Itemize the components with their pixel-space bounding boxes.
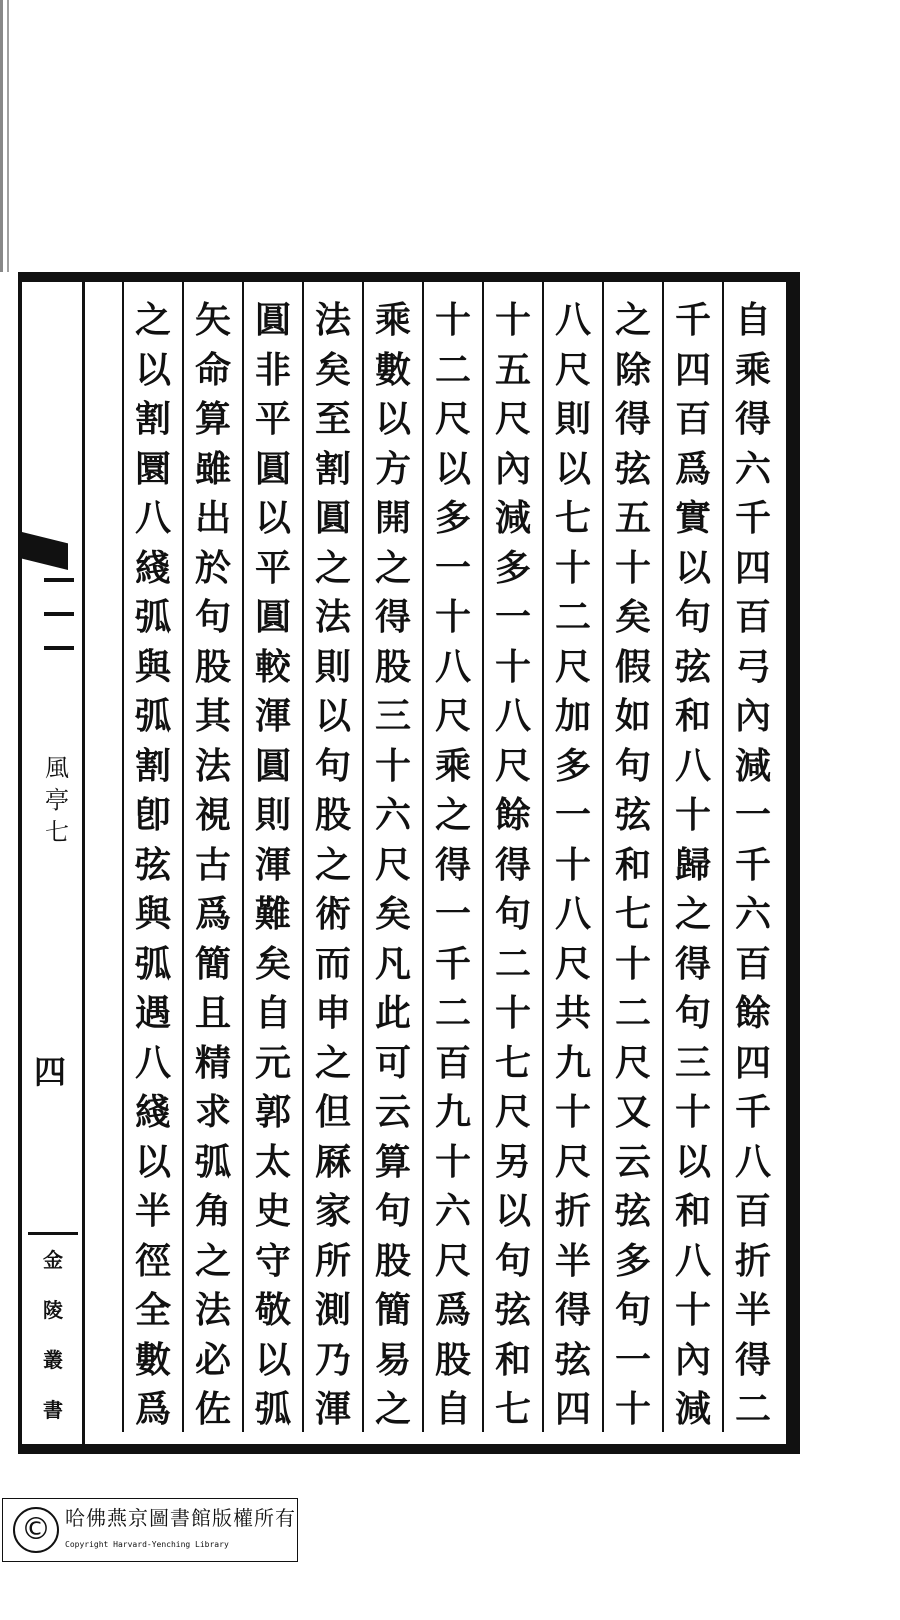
character: 弓 xyxy=(734,645,771,688)
character: 弧 xyxy=(134,695,171,737)
character: 難 xyxy=(254,893,291,935)
character: 爲 xyxy=(194,893,231,935)
copyright-stamp xyxy=(2,1498,298,1562)
character: 千 xyxy=(434,942,471,985)
character: 八 xyxy=(134,1041,171,1084)
character: 出 xyxy=(194,497,231,539)
character: 百 xyxy=(734,1190,771,1232)
character: 和 xyxy=(674,1190,711,1232)
character: 二 xyxy=(614,992,651,1034)
character: 之 xyxy=(374,546,411,589)
character: 之 xyxy=(374,1388,411,1430)
character: 之 xyxy=(614,299,651,341)
character: 千 xyxy=(734,843,771,886)
character: 爲 xyxy=(674,447,711,490)
character: 四 xyxy=(734,546,771,589)
character: 共 xyxy=(554,992,591,1034)
character: 內 xyxy=(494,447,531,490)
character: 綫 xyxy=(134,1091,171,1133)
character: 矣 xyxy=(254,942,291,985)
character: 千 xyxy=(674,299,711,341)
character: 之 xyxy=(674,893,711,935)
character: 股 xyxy=(194,645,231,688)
character: 卽 xyxy=(134,794,171,836)
character: 十 xyxy=(374,744,411,787)
character: 徑 xyxy=(134,1239,171,1282)
character: 內 xyxy=(674,1338,711,1381)
character: 史 xyxy=(254,1190,291,1232)
character: 得 xyxy=(674,942,711,985)
character: 渾 xyxy=(254,695,291,737)
character: 守 xyxy=(254,1239,291,1282)
character: 渾 xyxy=(254,843,291,886)
character: 申 xyxy=(314,992,351,1034)
character: 但 xyxy=(314,1091,351,1133)
character: 半 xyxy=(554,1239,591,1282)
character: 太 xyxy=(254,1140,291,1183)
character: 自 xyxy=(254,992,291,1034)
character: 以 xyxy=(134,348,171,391)
press-char: 陵 xyxy=(43,1298,63,1322)
character: 五 xyxy=(614,497,651,539)
character: 精 xyxy=(194,1041,231,1084)
character: 求 xyxy=(194,1091,231,1133)
character: 百 xyxy=(674,398,711,440)
character: 以 xyxy=(134,1140,171,1183)
character: 股 xyxy=(314,794,351,836)
character: 十 xyxy=(434,596,471,638)
character: 云 xyxy=(374,1091,411,1133)
character: 爲 xyxy=(134,1388,171,1430)
character: 弦 xyxy=(554,1338,591,1381)
character: 內 xyxy=(734,695,771,737)
character: 句 xyxy=(614,1289,651,1331)
character: 折 xyxy=(554,1190,591,1232)
character: 視 xyxy=(194,794,231,836)
character: 減 xyxy=(674,1388,711,1430)
character: 雖 xyxy=(194,447,231,490)
character: 尺 xyxy=(614,1041,651,1084)
character: 半 xyxy=(734,1289,771,1331)
press-char: 書 xyxy=(43,1398,63,1422)
character: 多 xyxy=(614,1239,651,1282)
character: 十 xyxy=(614,1388,651,1430)
press-char: 金 xyxy=(43,1248,63,1272)
character: 百 xyxy=(734,942,771,985)
character: 句 xyxy=(494,1239,531,1282)
side-title: 風亭七 xyxy=(45,754,69,846)
character: 一 xyxy=(614,1338,651,1381)
text-column xyxy=(182,282,242,1432)
character: 渾 xyxy=(314,1388,351,1430)
character: 句 xyxy=(674,992,711,1034)
character: 百 xyxy=(434,1041,471,1084)
character: 得 xyxy=(614,398,651,440)
character: 敬 xyxy=(254,1289,291,1331)
character: 以 xyxy=(374,398,411,440)
character: 八 xyxy=(674,1239,711,1282)
character: 法 xyxy=(314,596,351,638)
character: 元 xyxy=(254,1041,291,1084)
character: 得 xyxy=(734,398,771,440)
character: 一 xyxy=(434,893,471,935)
character: 十 xyxy=(674,1289,711,1331)
character: 另 xyxy=(494,1140,531,1183)
character: 十 xyxy=(674,794,711,836)
character: 遇 xyxy=(134,992,171,1034)
text-column xyxy=(602,282,662,1432)
character: 十 xyxy=(494,645,531,688)
character: 之 xyxy=(134,299,171,341)
character: 弧 xyxy=(134,942,171,985)
character: 八 xyxy=(434,645,471,688)
character: 七 xyxy=(494,1388,531,1430)
character: 家 xyxy=(314,1190,351,1232)
character: 弦 xyxy=(614,794,651,836)
character: 得 xyxy=(374,596,411,638)
character: 之 xyxy=(314,546,351,589)
character: 六 xyxy=(434,1190,471,1232)
character: 減 xyxy=(494,497,531,539)
character: 餘 xyxy=(494,794,531,836)
character: 簡 xyxy=(374,1289,411,1331)
character: 句 xyxy=(494,893,531,935)
character: 而 xyxy=(314,942,351,985)
character: 尺 xyxy=(554,348,591,391)
character: 一 xyxy=(734,794,771,836)
character: 云 xyxy=(614,1140,651,1183)
character: 尺 xyxy=(434,398,471,440)
text-column xyxy=(122,282,182,1432)
character: 法 xyxy=(194,744,231,787)
character: 十 xyxy=(554,546,591,589)
character: 三 xyxy=(374,695,411,737)
character: 千 xyxy=(734,1091,771,1133)
character: 股 xyxy=(434,1338,471,1381)
text-column xyxy=(662,282,722,1432)
page-margin xyxy=(22,282,114,1444)
character: 句 xyxy=(614,744,651,787)
text-column xyxy=(722,282,782,1432)
copyright-text: 哈佛燕京圖書館版權所有 xyxy=(65,1506,296,1530)
character: 三 xyxy=(674,1041,711,1084)
character: 得 xyxy=(554,1289,591,1331)
character: 矣 xyxy=(314,348,351,391)
character: 以 xyxy=(314,695,351,737)
character: 數 xyxy=(374,348,411,391)
character: 以 xyxy=(674,1140,711,1183)
character: 之 xyxy=(314,843,351,886)
character: 可 xyxy=(374,1041,411,1084)
character: 得 xyxy=(434,843,471,886)
character: 之 xyxy=(434,794,471,836)
character: 十 xyxy=(554,1091,591,1133)
character: 數 xyxy=(134,1338,171,1381)
character: 爲 xyxy=(434,1289,471,1331)
character: 七 xyxy=(494,1041,531,1084)
character: 自 xyxy=(434,1388,471,1430)
character: 以 xyxy=(254,497,291,539)
text-column xyxy=(302,282,362,1432)
character: 又 xyxy=(614,1091,651,1133)
character: 九 xyxy=(434,1091,471,1133)
character: 乘 xyxy=(374,299,411,341)
character: 歸 xyxy=(674,843,711,886)
character: 八 xyxy=(674,744,711,787)
character: 六 xyxy=(734,893,771,935)
character: 弦 xyxy=(614,447,651,490)
character: 佐 xyxy=(194,1388,231,1430)
text-column xyxy=(542,282,602,1432)
character: 十 xyxy=(494,299,531,341)
character: 術 xyxy=(314,893,351,935)
character: 尺 xyxy=(434,695,471,737)
character: 股 xyxy=(374,1239,411,1282)
character: 句 xyxy=(674,596,711,638)
character: 所 xyxy=(314,1239,351,1282)
character: 十 xyxy=(434,299,471,341)
character: 實 xyxy=(674,497,711,539)
character: 以 xyxy=(494,1190,531,1232)
character: 法 xyxy=(194,1289,231,1331)
character: 多 xyxy=(494,546,531,589)
character: 則 xyxy=(314,645,351,688)
text-column xyxy=(362,282,422,1432)
character: 一 xyxy=(434,546,471,589)
character: 方 xyxy=(374,447,411,490)
character: 郭 xyxy=(254,1091,291,1133)
character: 尺 xyxy=(494,744,531,787)
character: 四 xyxy=(734,1041,771,1084)
text-columns xyxy=(122,282,782,1432)
character: 割 xyxy=(314,447,351,490)
character: 九 xyxy=(554,1041,591,1084)
character: 乘 xyxy=(434,744,471,787)
character: 五 xyxy=(494,348,531,391)
character: 和 xyxy=(674,695,711,737)
character: 弧 xyxy=(254,1388,291,1430)
character: 開 xyxy=(374,497,411,539)
character: 矣 xyxy=(614,596,651,638)
character: 尺 xyxy=(554,645,591,688)
character: 八 xyxy=(734,1140,771,1183)
character: 簡 xyxy=(194,942,231,985)
character: 八 xyxy=(134,497,171,539)
character: 圓 xyxy=(314,497,351,539)
copyright-icon: © xyxy=(13,1507,59,1553)
character: 弦 xyxy=(494,1289,531,1331)
character: 八 xyxy=(494,695,531,737)
character: 千 xyxy=(734,497,771,539)
character: 二 xyxy=(734,1388,771,1430)
character: 如 xyxy=(614,695,651,737)
character: 以 xyxy=(554,447,591,490)
character: 此 xyxy=(374,992,411,1034)
character: 十 xyxy=(614,942,651,985)
character: 股 xyxy=(374,645,411,688)
character: 以 xyxy=(674,546,711,589)
character: 和 xyxy=(494,1338,531,1381)
character: 則 xyxy=(554,398,591,440)
character: 與 xyxy=(134,893,171,935)
character: 除 xyxy=(614,348,651,391)
character: 算 xyxy=(194,398,231,440)
character: 圓 xyxy=(254,299,291,341)
character: 圓 xyxy=(254,744,291,787)
character: 十 xyxy=(674,1091,711,1133)
character: 弧 xyxy=(194,1140,231,1183)
character: 易 xyxy=(374,1338,411,1381)
character: 句 xyxy=(194,596,231,638)
character: 八 xyxy=(554,893,591,935)
character: 餘 xyxy=(734,992,771,1034)
character: 加 xyxy=(554,695,591,737)
text-column xyxy=(242,282,302,1432)
character: 十 xyxy=(614,546,651,589)
character: 凡 xyxy=(374,942,411,985)
character: 八 xyxy=(554,299,591,341)
character: 自 xyxy=(734,299,771,341)
character: 一 xyxy=(554,794,591,836)
character: 尺 xyxy=(554,1140,591,1183)
character: 得 xyxy=(734,1338,771,1381)
margin-strokes xyxy=(44,578,74,738)
character: 至 xyxy=(314,398,351,440)
character: 減 xyxy=(734,744,771,787)
character: 割 xyxy=(134,398,171,440)
character: 折 xyxy=(734,1239,771,1282)
character: 之 xyxy=(194,1239,231,1282)
character: 弦 xyxy=(134,843,171,886)
character: 弧 xyxy=(134,596,171,638)
character: 則 xyxy=(254,794,291,836)
character: 十 xyxy=(434,1140,471,1183)
character: 圓 xyxy=(254,596,291,638)
character: 與 xyxy=(134,645,171,688)
character: 厤 xyxy=(314,1140,351,1183)
margin-rule xyxy=(82,282,85,1444)
character: 法 xyxy=(314,299,351,341)
text-column xyxy=(422,282,482,1432)
character: 十 xyxy=(494,992,531,1034)
character: 以 xyxy=(434,447,471,490)
character: 乘 xyxy=(734,348,771,391)
character: 六 xyxy=(374,794,411,836)
text-column xyxy=(482,282,542,1432)
character: 割 xyxy=(134,744,171,787)
press-char: 叢 xyxy=(43,1348,63,1372)
character: 二 xyxy=(434,348,471,391)
character: 命 xyxy=(194,348,231,391)
character: 句 xyxy=(314,744,351,787)
character: 全 xyxy=(134,1289,171,1331)
character: 得 xyxy=(494,843,531,886)
character: 四 xyxy=(674,348,711,391)
character: 平 xyxy=(254,546,291,589)
press-name xyxy=(28,1232,78,1437)
character: 二 xyxy=(434,992,471,1034)
character: 十 xyxy=(554,843,591,886)
character: 七 xyxy=(554,497,591,539)
character: 弦 xyxy=(614,1190,651,1232)
character: 必 xyxy=(194,1338,231,1381)
scan-edge xyxy=(0,0,16,272)
character: 尺 xyxy=(554,942,591,985)
character: 乃 xyxy=(314,1338,351,1381)
character: 尺 xyxy=(494,398,531,440)
character: 句 xyxy=(374,1190,411,1232)
character: 七 xyxy=(614,893,651,935)
character: 非 xyxy=(254,348,291,391)
character: 古 xyxy=(194,843,231,886)
character: 之 xyxy=(314,1041,351,1084)
character: 圜 xyxy=(134,447,171,490)
character: 矣 xyxy=(374,893,411,935)
character: 多 xyxy=(434,497,471,539)
copyright-english: Copyright Harvard-Yenching Library xyxy=(65,1540,229,1549)
character: 百 xyxy=(734,596,771,638)
character: 四 xyxy=(554,1388,591,1430)
character: 尺 xyxy=(494,1091,531,1133)
character: 平 xyxy=(254,398,291,440)
character: 二 xyxy=(494,942,531,985)
character: 圓 xyxy=(254,447,291,490)
character: 於 xyxy=(194,546,231,589)
character: 二 xyxy=(554,596,591,638)
character: 其 xyxy=(194,695,231,737)
character: 測 xyxy=(314,1289,351,1331)
folio-number: 四 xyxy=(33,1053,66,1091)
character: 角 xyxy=(194,1190,231,1232)
character: 和 xyxy=(614,843,651,886)
character: 算 xyxy=(374,1140,411,1183)
character: 弦 xyxy=(674,645,711,688)
character: 以 xyxy=(254,1338,291,1381)
character: 尺 xyxy=(434,1239,471,1282)
character: 且 xyxy=(194,992,231,1034)
character: 尺 xyxy=(374,843,411,886)
character: 六 xyxy=(734,447,771,490)
character: 較 xyxy=(254,645,291,688)
character: 多 xyxy=(554,744,591,787)
fish-tail-mark-icon xyxy=(22,532,68,570)
character: 綫 xyxy=(134,546,171,589)
character: 假 xyxy=(614,645,651,688)
character: 半 xyxy=(134,1190,171,1232)
character: 一 xyxy=(494,596,531,638)
character: 矢 xyxy=(194,299,231,341)
